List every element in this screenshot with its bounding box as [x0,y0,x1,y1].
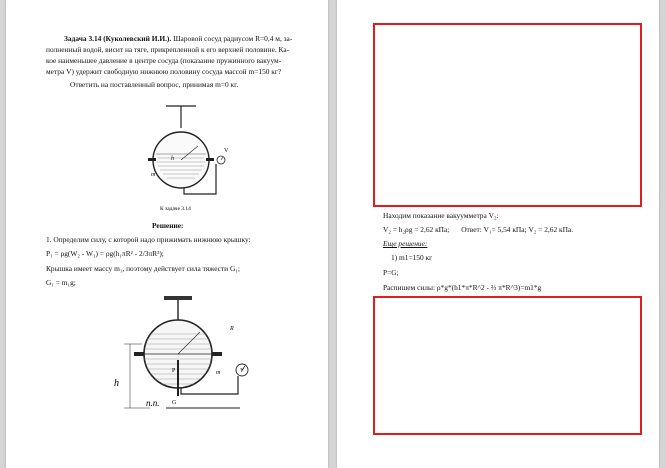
fig2-label-R: R [230,326,234,332]
alt-step1: 1) m1=150 кг [391,253,433,262]
red-highlight-box-bottom [373,296,642,435]
alt-force-equality: P=G; [383,268,399,277]
problem-line3: кое наименьшее давление в центре сосуда (показание пружинного вакуум- [46,56,282,65]
problem-line5: Ответить на поставленный вопрос, принимая m=0 кг. [70,80,239,89]
fig1-label-m: m [151,172,156,178]
document-page-right [337,0,659,468]
fig2-label-G: G [172,400,177,406]
formula-v2-line [383,225,573,235]
problem-line4: метра V) удержит свободную нижнюю половину сосуда массой m=150 кг? [46,67,282,76]
fig2-label-P: P [172,368,176,374]
document-page-left [6,0,328,468]
vacuum-reading-line: Находим показание вакуумметра V₂: [383,211,499,220]
solution-heading: Решение: [152,221,184,230]
figure-problem-diagram [128,102,248,214]
problem-text-line1 [64,34,292,44]
solution-step2: Крышка имеет массу m₁, поэтому действует сила тяжести G₁; [46,264,240,273]
fig2-label-pp: п.п. [146,398,160,408]
answer-text: Ответ: V₁= 5,54 кПа; V₂ = 2,62 кПа. [461,225,574,234]
red-highlight-box-top [373,23,642,207]
problem-line2: полненный водой, висит на тяге, прикрепленной к его верхней половине. Ка- [46,45,290,54]
fig1-caption: К задаче 3.14 [160,206,191,212]
formula-v2: V₂ = h₂ρg = 2,62 кПа; [383,225,450,234]
formula-g1: G₁ = m₁g; [46,278,76,287]
figure-solution-diagram [110,292,270,416]
fig1-label-V: V [224,148,229,154]
formula-p1: P₁ = ρg(W₂ - W₁) = ρg(h₁πR² - 2/3πR³); [46,249,164,258]
fig2-label-V: V [240,368,244,374]
alt-solution-heading: Еще решение: [383,239,428,248]
alt-force-equation: Распишем силы: ρ*g*(h1*π*R^2 - ⅔ π*R^3)=m1*g [383,283,542,292]
solution-step1: 1. Определим силу, с которой надо прижимать нижнюю крышку: [46,235,251,244]
fig2-label-m: m [216,370,221,376]
problem-line1: Шаровой сосуд радиусом R=0,4 м, за- [173,34,293,43]
fig1-label-h: h [171,156,174,162]
problem-title: Задача 3.14 (Куколевский И.И.). [64,34,172,43]
fig2-label-h: h [114,378,119,389]
